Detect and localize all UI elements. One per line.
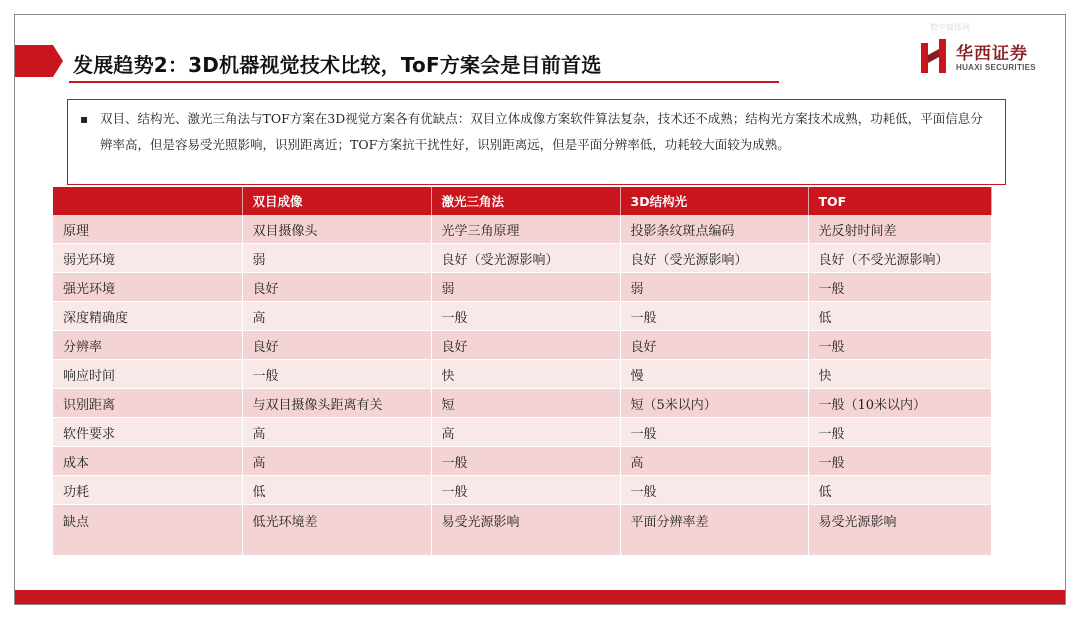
row-label: 成本 — [53, 447, 242, 476]
table-cell: 短（5米以内） — [620, 389, 808, 418]
table-cell: 低 — [242, 476, 431, 505]
table-cell: 一般 — [242, 360, 431, 389]
row-label: 原理 — [53, 215, 242, 244]
watermark: 数字媒体网 — [930, 23, 970, 32]
table-cell: 一般 — [620, 302, 808, 331]
row-label: 深度精确度 — [53, 302, 242, 331]
huaxi-logo-icon — [919, 37, 951, 77]
logo-name-en: HUAXI SECURITIES — [956, 63, 1036, 72]
table-cell: 一般 — [620, 418, 808, 447]
table-cell: 一般 — [620, 476, 808, 505]
table-cell: 高 — [242, 447, 431, 476]
table-cell: 良好（受光源影响） — [431, 244, 620, 273]
table-cell: 短 — [431, 389, 620, 418]
table-cell: 易受光源影响 — [808, 505, 991, 556]
table-cell: 一般 — [431, 302, 620, 331]
table-cell: 良好（不受光源影响） — [808, 244, 991, 273]
table-cell: 一般 — [808, 273, 991, 302]
table-cell: 平面分辨率差 — [620, 505, 808, 556]
table-cell: 良好 — [620, 331, 808, 360]
table-header-cell: 激光三角法 — [431, 187, 620, 215]
title-underline — [69, 81, 779, 83]
table-cell: 低光环境差 — [242, 505, 431, 556]
table-cell: 快 — [808, 360, 991, 389]
table-cell: 一般 — [431, 447, 620, 476]
table-cell: 良好（受光源影响） — [620, 244, 808, 273]
table-cell: 光学三角原理 — [431, 215, 620, 244]
table-cell: 一般 — [431, 476, 620, 505]
table-header-cell: TOF — [808, 187, 991, 215]
table-cell: 低 — [808, 302, 991, 331]
row-label: 识别距离 — [53, 389, 242, 418]
table-row — [53, 389, 991, 418]
table-cell: 弱 — [242, 244, 431, 273]
table-cell: 双目摄像头 — [242, 215, 431, 244]
table-cell: 弱 — [431, 273, 620, 302]
table-row — [53, 244, 991, 273]
table-cell: 一般 — [808, 331, 991, 360]
table-cell: 光反射时间差 — [808, 215, 991, 244]
table-header-cell: 双目成像 — [242, 187, 431, 215]
table-cell: 高 — [242, 418, 431, 447]
row-label: 功耗 — [53, 476, 242, 505]
bottom-bar — [15, 590, 1065, 604]
table-cell: 一般（10米以内） — [808, 389, 991, 418]
table-row — [53, 418, 991, 447]
table-cell: 低 — [808, 476, 991, 505]
table-cell: 良好 — [242, 273, 431, 302]
summary-box — [67, 99, 1006, 185]
row-label: 响应时间 — [53, 360, 242, 389]
table-header-row — [53, 187, 991, 215]
table-cell: 快 — [431, 360, 620, 389]
table-cell: 投影条纹斑点编码 — [620, 215, 808, 244]
table-cell: 一般 — [808, 447, 991, 476]
huaxi-logo — [919, 37, 1059, 83]
table-cell: 慢 — [620, 360, 808, 389]
table-header-cell: 3D结构光 — [620, 187, 808, 215]
title-accent-shape — [15, 45, 63, 77]
row-label: 强光环境 — [53, 273, 242, 302]
table-cell: 与双目摄像头距离有关 — [242, 389, 431, 418]
page-title: 发展趋势2：3D机器视觉技术比较，ToF方案会是目前首选 — [73, 53, 602, 77]
summary-text: 双目、结构光、激光三角法与TOF方案在3D视觉方案各有优缺点：双目立体成像方案软件算法复杂，技术还不成熟；结构光方案技术成熟，功耗低，平面信息分辨率高，但是容易受光照影响，识别距离近；TOF方案抗干扰性好，识别距离远，但是平面分辨率低，功耗较大面较为成熟。 — [100, 111, 983, 152]
table-cell: 易受光源影响 — [431, 505, 620, 556]
table-cell: 高 — [242, 302, 431, 331]
table-cell: 良好 — [242, 331, 431, 360]
row-label: 分辨率 — [53, 331, 242, 360]
table-row — [53, 360, 991, 389]
row-label: 弱光环境 — [53, 244, 242, 273]
table-cell: 弱 — [620, 273, 808, 302]
table-row — [53, 302, 991, 331]
summary-bullet: ▪ — [80, 112, 89, 126]
table-row — [53, 273, 991, 302]
table-row — [53, 215, 991, 244]
table-row — [53, 476, 991, 505]
table-header-cell — [53, 187, 242, 215]
logo-name-cn: 华西证券 — [956, 44, 1028, 64]
table-row — [53, 505, 991, 556]
table-cell: 高 — [431, 418, 620, 447]
table-cell: 一般 — [808, 418, 991, 447]
table-cell: 高 — [620, 447, 808, 476]
row-label: 软件要求 — [53, 418, 242, 447]
table-cell: 良好 — [431, 331, 620, 360]
comparison-table — [53, 187, 992, 556]
row-label: 缺点 — [53, 505, 242, 556]
table-row — [53, 331, 991, 360]
table-row — [53, 447, 991, 476]
